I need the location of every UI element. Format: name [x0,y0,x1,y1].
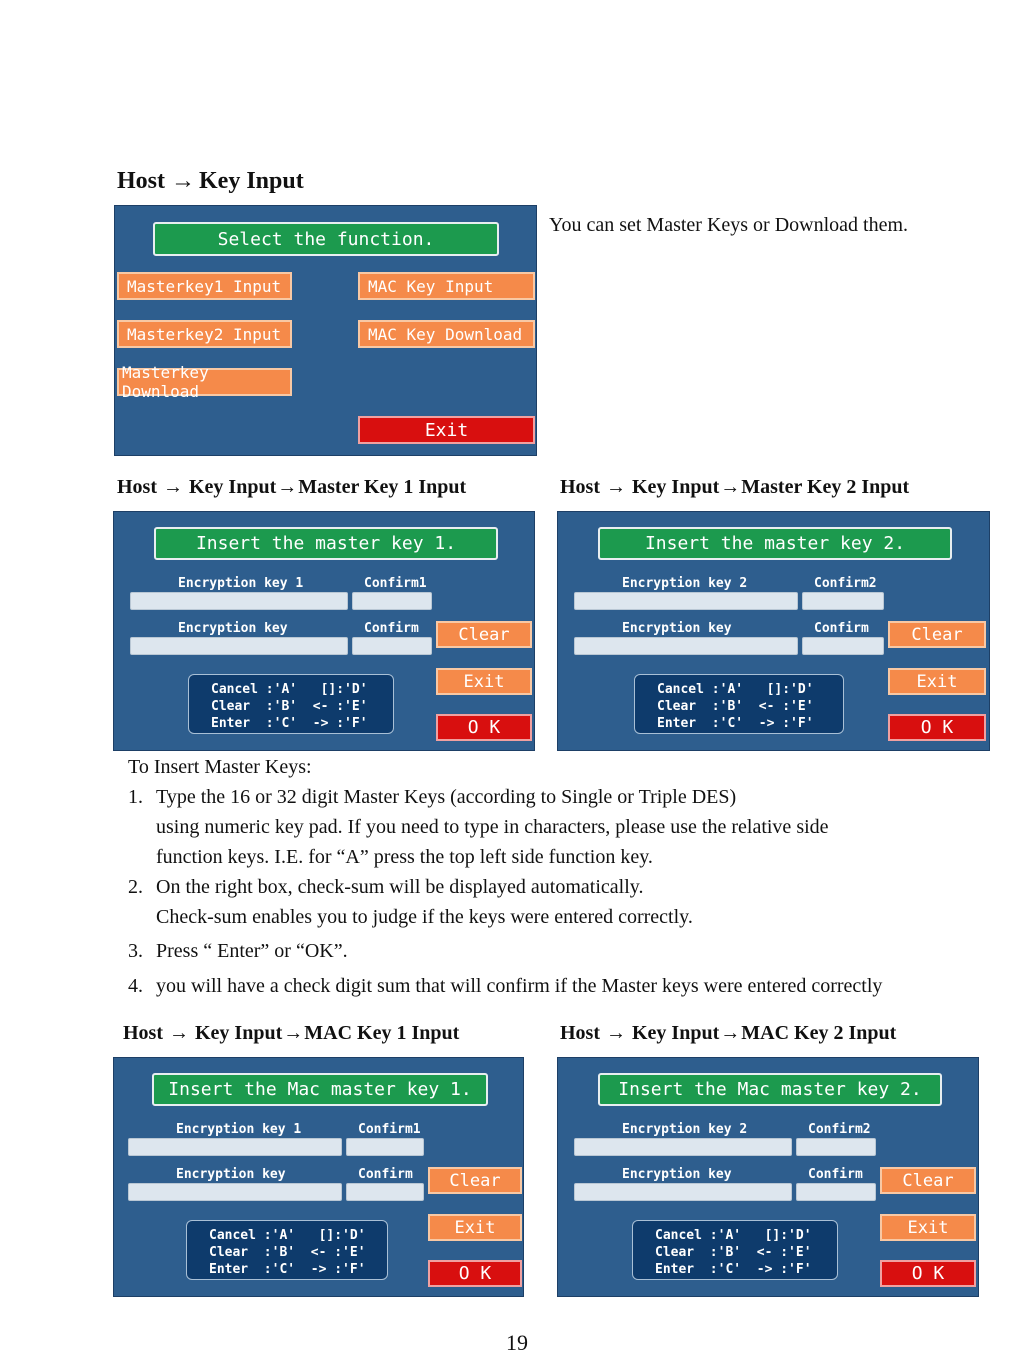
confirm-field [802,637,884,655]
caption-master-key-1: Host → Key Input→Master Key 1 Input [117,476,467,498]
encryption-key-label: Encryption key 2 [622,576,748,591]
clear-button[interactable]: Clear [880,1167,976,1194]
caption-mac-key-1: Host → Key Input→MAC Key 1 Input [123,1022,460,1044]
key-help-box: Cancel :'A' []:'D' Clear :'B' <- :'E' Enter :'C' -> :'F' [186,1220,388,1280]
exit-button[interactable]: Exit [436,668,532,695]
right-arrow-icon: → [720,476,741,498]
right-arrow-icon: → [277,476,298,498]
key-help-box: Cancel :'A' []:'D' Clear :'B' <- :'E' Enter :'C' -> :'F' [632,1220,838,1280]
encryption-key-label: Encryption key [622,1167,732,1182]
confirm-label: Confirm1 [358,1122,421,1137]
encryption-key-label: Encryption key [622,621,732,636]
confirm-label: Confirm [364,621,419,636]
encryption-key-confirm-field[interactable] [130,637,348,655]
instructions-heading: To Insert Master Keys: [128,756,312,778]
exit-button[interactable]: Exit [888,668,986,695]
confirm-label: Confirm [814,621,869,636]
confirm-label: Confirm2 [808,1122,871,1137]
mac-key-download-button[interactable]: MAC Key Download [358,320,535,348]
encryption-key-field[interactable] [574,1138,792,1156]
masterkey1-input-button[interactable]: Masterkey1 Input [117,272,292,300]
encryption-key-label: Encryption key 1 [176,1122,302,1137]
confirm-field [352,592,432,610]
select-function-screen [114,205,537,456]
mac-key-2-screen [557,1057,979,1297]
ok-button[interactable]: O K [428,1260,522,1287]
right-arrow-icon: → [606,1022,626,1044]
encryption-key-confirm-field[interactable] [574,1183,792,1201]
exit-button[interactable]: Exit [358,416,535,444]
caption-master-key-2: Host → Key Input→Master Key 2 Input [560,476,910,498]
encryption-key-field[interactable] [130,592,348,610]
right-arrow-icon: → [169,1022,189,1044]
page-number: 19 [506,1330,528,1355]
mac-key-1-screen [113,1057,524,1297]
clear-button[interactable]: Clear [436,621,532,648]
master-key-2-screen [557,511,990,751]
confirm-field [346,1183,424,1201]
exit-button[interactable]: Exit [880,1214,976,1241]
right-arrow-icon: → [720,1022,741,1044]
confirm-label: Confirm [358,1167,413,1182]
exit-button[interactable]: Exit [428,1214,522,1241]
screen-title: Insert the Mac master key 1. [152,1073,488,1106]
confirm-label: Confirm2 [814,576,877,591]
screen-title: Insert the master key 1. [154,527,498,560]
key-help-box: Cancel :'A' []:'D' Clear :'B' <- :'E' Enter :'C' -> :'F' [634,674,844,734]
confirm-field [796,1138,876,1156]
confirm-label: Confirm [808,1167,863,1182]
encryption-key-label: Encryption key [178,621,288,636]
confirm-field [802,592,884,610]
encryption-key-confirm-field[interactable] [574,637,798,655]
encryption-key-field[interactable] [574,592,798,610]
masterkey2-input-button[interactable]: Masterkey2 Input [117,320,292,348]
clear-button[interactable]: Clear [888,621,986,648]
right-arrow-icon: → [163,476,183,498]
instruction-item: 1. Type the 16 or 32 digit Master Keys (according to Single or Triple DES) using numeric key pad. If you need to type in characters, please use the relative side function keys. I.E. for “A” press the top left side function key. [128,786,829,868]
encryption-key-label: Encryption key [176,1167,286,1182]
confirm-field [352,637,432,655]
screen-title: Insert the Mac master key 2. [598,1073,942,1106]
ok-button[interactable]: O K [436,714,532,741]
intro-text: You can set Master Keys or Download them. [549,214,909,236]
key-help-box: Cancel :'A' []:'D' Clear :'B' <- :'E' Enter :'C' -> :'F' [188,674,394,734]
mac-key-input-button[interactable]: MAC Key Input [358,272,535,300]
encryption-key-field[interactable] [128,1138,342,1156]
screen-title: Insert the master key 2. [598,527,952,560]
clear-button[interactable]: Clear [428,1167,522,1194]
right-arrow-icon: → [283,1022,304,1044]
masterkey-download-button[interactable]: Masterkey Download [117,368,292,396]
caption-mac-key-2: Host → Key Input→MAC Key 2 Input [560,1022,897,1044]
ok-button[interactable]: O K [888,714,986,741]
confirm-label: Confirm1 [364,576,427,591]
encryption-key-confirm-field[interactable] [128,1183,342,1201]
instruction-item: 3. Press “ Enter” or “OK”. [128,940,348,962]
instruction-item: 2. On the right box, check-sum will be displayed automatically. Check-sum enables you to judge if the keys were entered correctly. [128,876,693,928]
right-arrow-icon: → [171,168,195,194]
confirm-field [346,1138,424,1156]
master-key-1-screen [113,511,535,751]
instruction-item: 4. you will have a check digit sum that will confirm if the Master keys were entered correctly [128,975,883,997]
encryption-key-label: Encryption key 1 [178,576,304,591]
section-heading: Host → Key Input [117,168,304,194]
screen-title: Select the function. [153,222,499,256]
confirm-field [796,1183,876,1201]
encryption-key-label: Encryption key 2 [622,1122,748,1137]
instructions [128,752,1008,1001]
right-arrow-icon: → [606,476,626,498]
ok-button[interactable]: O K [880,1260,976,1287]
